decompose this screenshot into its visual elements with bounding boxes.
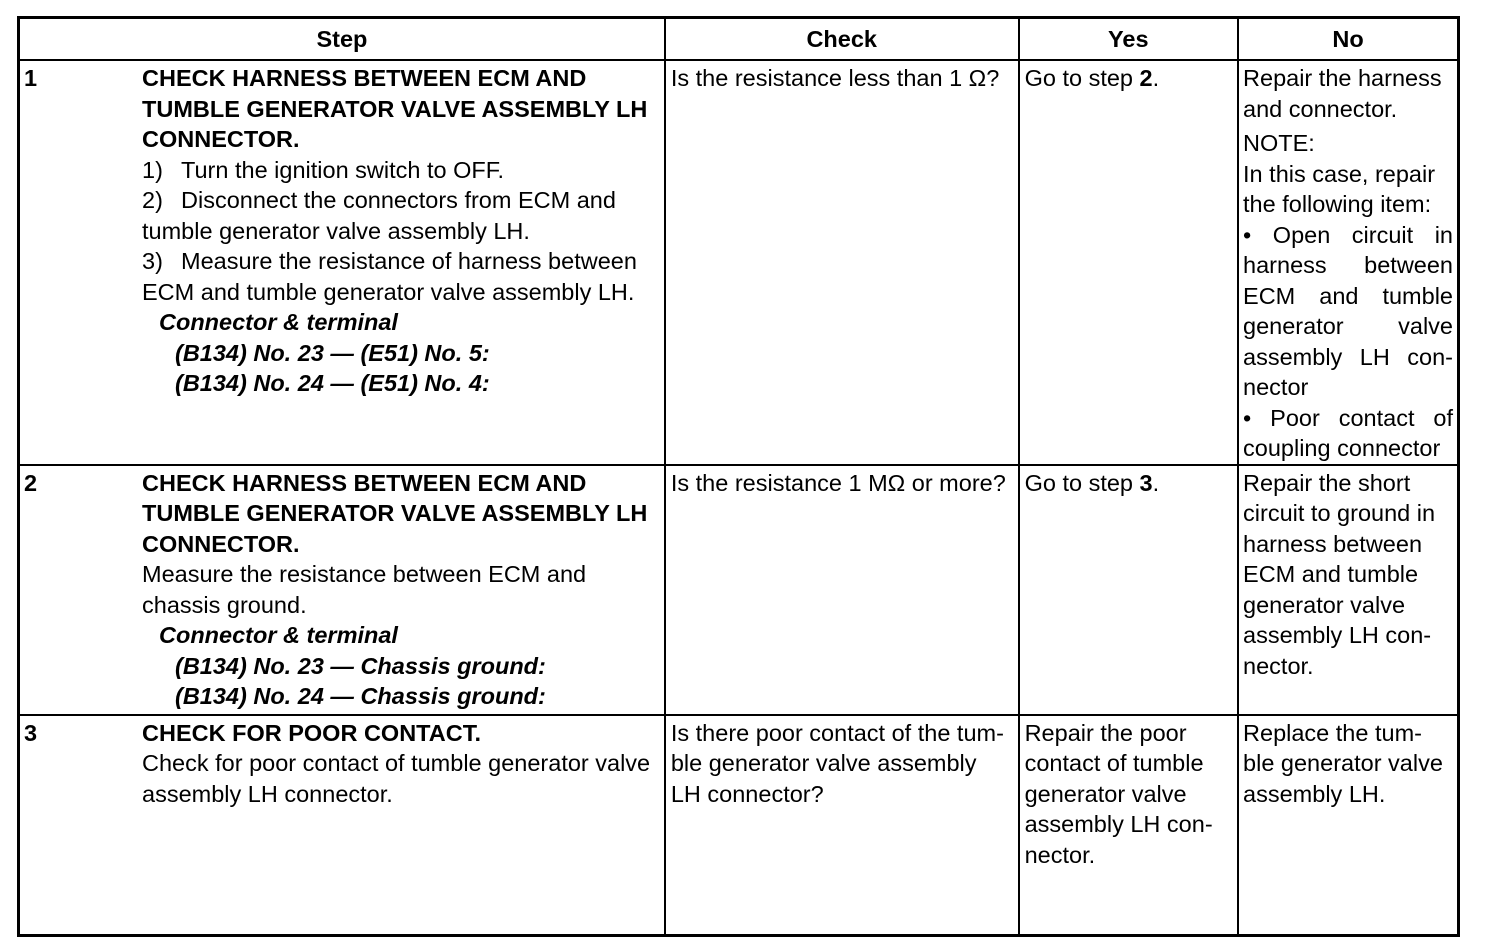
step-cell [19, 465, 665, 715]
procedure-line [142, 185, 660, 246]
header-yes: Yes [1019, 18, 1238, 61]
yes-prefix: Go to step [1024, 65, 1140, 91]
procedure-line [142, 246, 660, 307]
step-cell [19, 60, 665, 465]
check-cell [665, 60, 1019, 465]
yes-cell [1019, 715, 1238, 936]
yes-prefix: Go to step [1024, 469, 1140, 496]
table-row [19, 715, 1459, 936]
no-text: Repair the harness and connector. [1243, 65, 1442, 122]
no-cell [1238, 465, 1458, 715]
procedure-text: Measure the resistance between ECM and chassis ground. [142, 561, 587, 618]
table-header-row [19, 18, 1459, 61]
connector-terminal-item: (B134) No. 24 — Chassis ground: [175, 683, 546, 709]
header-no: No [1238, 18, 1458, 61]
connector-terminal-heading: Connector & terminal [159, 622, 398, 648]
step-title: CHECK FOR POOR CONTACT. [142, 719, 482, 746]
procedure-text: Measure the resistance of harness between ECM and tumble generator valve assembly LH. [142, 248, 637, 305]
yes-text: Repair the poor contact of tumble generator valve assembly LH con-nector. [1024, 719, 1213, 868]
procedure-text: Check for poor contact of tumble generator valve assembly LH connector. [142, 750, 651, 807]
table-row [19, 60, 1459, 465]
yes-text [1020, 61, 1237, 94]
procedure-text: Disconnect the connectors from ECM and tumble generator valve assembly LH. [142, 187, 616, 244]
check-cell [665, 465, 1019, 715]
no-text: Repair the short circuit to ground in harness between ECM and tumble generator valve assembly LH con-nector. [1243, 469, 1436, 679]
step-title: CHECK HARNESS BETWEEN ECM AND TUMBLE GENERATOR VALVE ASSEMBLY LH CONNECTOR. [142, 65, 648, 152]
check-text: Is the resistance less than 1 Ω? [670, 65, 1000, 91]
no-cell [1238, 715, 1458, 936]
connector-terminal-item: (B134) No. 23 — (E51) No. 5: [175, 339, 490, 366]
procedure-line [142, 155, 660, 186]
note-bullet: • Open circuit in harness between ECM and tumble generator valve assembly LH con-nector [1243, 221, 1453, 400]
step-number: 3 [24, 719, 38, 746]
check-text: Is there poor contact of the tum-ble generator valve assembly LH connector? [670, 719, 1004, 807]
connector-terminal-item: (B134) No. 23 — Chassis ground: [175, 652, 546, 679]
note-intro: In this case, repair the following item: [1243, 160, 1436, 217]
step-cell [19, 715, 665, 936]
yes-cell [1019, 465, 1238, 715]
procedure-number: 3) [142, 248, 163, 274]
yes-step-ref: 3 [1139, 469, 1153, 496]
table-row [19, 465, 1459, 715]
procedure-number: 1) [142, 156, 163, 183]
step-title: CHECK HARNESS BETWEEN ECM AND TUMBLE GENERATOR VALVE ASSEMBLY LH CONNECTOR. [142, 469, 648, 557]
step-number: 2 [24, 469, 38, 496]
procedure-text: Turn the ignition switch to OFF. [181, 156, 505, 183]
header-check: Check [665, 18, 1019, 61]
note-label: NOTE: [1243, 130, 1315, 156]
no-text: Replace the tum-ble generator valve assembly LH. [1243, 719, 1443, 807]
connector-terminal-heading: Connector & terminal [159, 309, 398, 335]
check-cell [665, 715, 1019, 936]
note-bullet: • Poor contact of coupling connector [1243, 404, 1453, 461]
step-number: 1 [24, 65, 38, 91]
yes-suffix: . [1152, 65, 1160, 91]
no-cell [1238, 60, 1458, 465]
check-text: Is the resistance 1 MΩ or more? [670, 469, 1006, 496]
connector-terminal-item: (B134) No. 24 — (E51) No. 4: [175, 370, 490, 396]
diagnostic-table [17, 16, 1460, 937]
yes-cell [1019, 60, 1238, 465]
yes-step-ref: 2 [1139, 65, 1153, 91]
header-step: Step [19, 18, 665, 61]
yes-text [1020, 466, 1237, 499]
procedure-number: 2) [142, 187, 163, 213]
yes-suffix: . [1152, 469, 1160, 496]
